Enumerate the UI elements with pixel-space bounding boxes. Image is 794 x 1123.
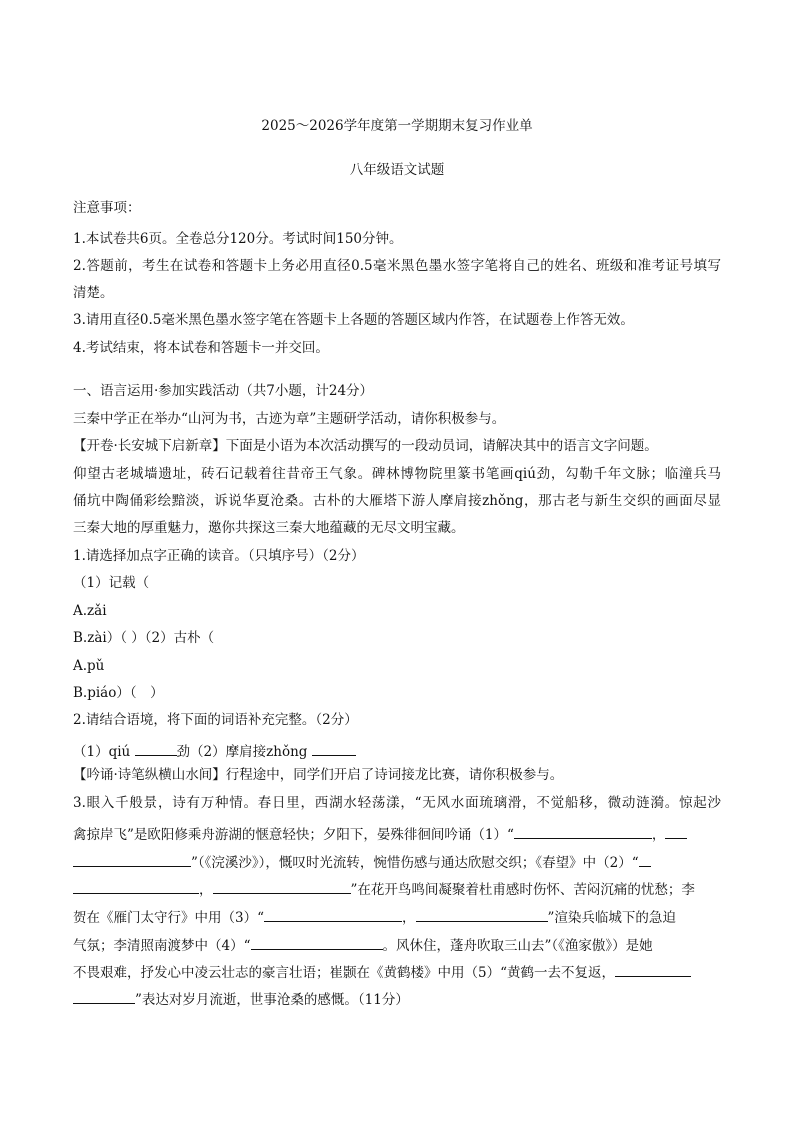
question-1: 1.请选择加点字正确的读音。（只填序号）（2分） bbox=[73, 548, 365, 564]
q3-text: ， bbox=[402, 910, 416, 926]
question-3-line-1: 3.眼入千般景，诗有万种情。春日里，西湖水轻荡漾，“无风水面琉璃滑，不觉船移，微动涟漪。惊起沙 bbox=[73, 795, 721, 811]
q3-text: 贺在《雁门太守行》中用（3）“ bbox=[73, 910, 264, 926]
q3-text: ”渲染兵临城下的急迫 bbox=[547, 910, 676, 926]
question-3-line-3 bbox=[73, 853, 651, 871]
q3-text: 不畏艰难，抒发心中凌云壮志的豪言壮语；崔颢在《黄鹤楼》中用（5）“黄鹤一去不复返， bbox=[73, 965, 615, 981]
part2-title: 【吟诵·诗笔纵横山水间】 bbox=[73, 767, 226, 783]
part1-title: 【开卷·长安城下启新章】 bbox=[73, 438, 226, 454]
question-1-item-1: （1）记载（ bbox=[73, 575, 150, 591]
q3-text: ”（《浣溪沙》），慨叹时光流转，惋惜伤感与通达欣慰交织；《春望》中（2）“ bbox=[191, 855, 639, 871]
section-intro: 三秦中学正在举办“山河为书，古迹为章”主题研学活动，请你积极参与。 bbox=[73, 411, 506, 427]
question-1-item-2-option-b: B.piáo）（ ） bbox=[73, 685, 164, 701]
answer-blank[interactable] bbox=[615, 963, 691, 977]
question-2-part-2: 劲（2）摩肩接zhǒng bbox=[176, 744, 312, 760]
question-2-blanks bbox=[73, 742, 356, 760]
question-1-item-2-option-a: A.pǔ bbox=[73, 658, 105, 674]
note-2: 2.答题前，考生在试卷和答题卡上务必用直径0.5毫米黑色墨水签字笔将自己的姓名、班级和准考证号填写 bbox=[73, 258, 721, 274]
answer-blank[interactable] bbox=[665, 825, 687, 839]
question-3-line-4 bbox=[73, 880, 695, 898]
q3-text: ， bbox=[651, 827, 666, 843]
answer-blank[interactable] bbox=[514, 825, 652, 839]
question-2: 2.请结合语境，将下面的词语补充完整。（2分） bbox=[73, 712, 358, 728]
q3-text: 。风休住，蓬舟吹取三山去”（《渔家傲》）是她 bbox=[382, 938, 653, 954]
answer-blank[interactable] bbox=[73, 990, 135, 1004]
note-3: 3.请用直径0.5毫米黑色墨水签字笔在答题卡上各题的答题区域内作答，在试题卷上作答无效。 bbox=[73, 312, 634, 328]
q3-text: ”表达对岁月流逝，世事沧桑的感慨。（11分） bbox=[135, 992, 409, 1008]
passage-line-2: 俑坑中陶俑彩绘黯淡，诉说华夏沧桑。古朴的大雁塔下游人摩肩接zhǒng，那古老与新生交织的画面尽显 bbox=[73, 493, 721, 509]
q3-text: ， bbox=[199, 882, 213, 898]
question-3-line-5 bbox=[73, 908, 676, 926]
question-1-option-a: A.zǎi bbox=[73, 603, 107, 619]
question-2-part-1: （1）qiú bbox=[73, 744, 135, 760]
passage-line-1: 仰望古老城墙遗址，砖石记载着往昔帝王气象。碑林博物院里篆书笔画qiú劲，勾勒千年文脉；临潼兵马 bbox=[73, 466, 721, 482]
answer-blank[interactable] bbox=[251, 936, 383, 950]
note-2-cont: 清楚。 bbox=[73, 285, 114, 301]
section-heading: 一、语言运用·参加实践活动（共7小题，计24分） bbox=[73, 383, 374, 399]
answer-blank[interactable] bbox=[416, 908, 548, 922]
answer-blank[interactable] bbox=[312, 742, 356, 756]
note-1: 1.本试卷共6页。全卷总分120分。考试时间150分钟。 bbox=[73, 231, 403, 247]
answer-blank[interactable] bbox=[73, 880, 199, 894]
part1-text: 下面是小语为本次活动撰写的一段动员词，请解决其中的语言文字问题。 bbox=[225, 438, 658, 454]
part2-header bbox=[73, 769, 563, 783]
question-3-line-2 bbox=[73, 825, 687, 843]
answer-blank[interactable] bbox=[135, 742, 177, 756]
notes-heading: 注意事项： bbox=[73, 200, 141, 216]
note-4: 4.考试结束，将本试卷和答题卡一并交回。 bbox=[73, 340, 329, 356]
answer-blank[interactable] bbox=[264, 908, 402, 922]
answer-blank[interactable] bbox=[213, 880, 351, 894]
passage-line-3: 三秦大地的厚重魅力，邀你共探这三秦大地蕴藏的无尽文明宝藏。 bbox=[73, 520, 465, 536]
question-3-line-7 bbox=[73, 963, 691, 981]
part2-text: 行程途中，同学们开启了诗词接龙比赛，请你积极参与。 bbox=[225, 767, 564, 783]
question-1-option-b: B.zài）（ ）（2）古朴（ bbox=[73, 630, 215, 646]
q3-text: ”在花开鸟鸣间凝聚着杜甫感时伤怀、苦闷沉痛的忧愁；李 bbox=[350, 882, 695, 898]
answer-blank[interactable] bbox=[639, 853, 651, 867]
question-3-line-8 bbox=[73, 990, 409, 1008]
q3-text: 气氛；李清照南渡梦中（4）“ bbox=[73, 938, 251, 954]
part1-header bbox=[73, 440, 658, 454]
exam-title: 2025～2026学年度第一学期期末复习作业单 bbox=[261, 118, 533, 134]
question-3-line-6 bbox=[73, 936, 653, 954]
q3-text: 禽掠岸飞”是欧阳修乘舟游湖的惬意轻快；夕阳下，晏殊徘徊间吟诵（1）“ bbox=[73, 827, 514, 843]
exam-subtitle: 八年级语文试题 bbox=[349, 162, 445, 178]
answer-blank[interactable] bbox=[73, 853, 191, 867]
